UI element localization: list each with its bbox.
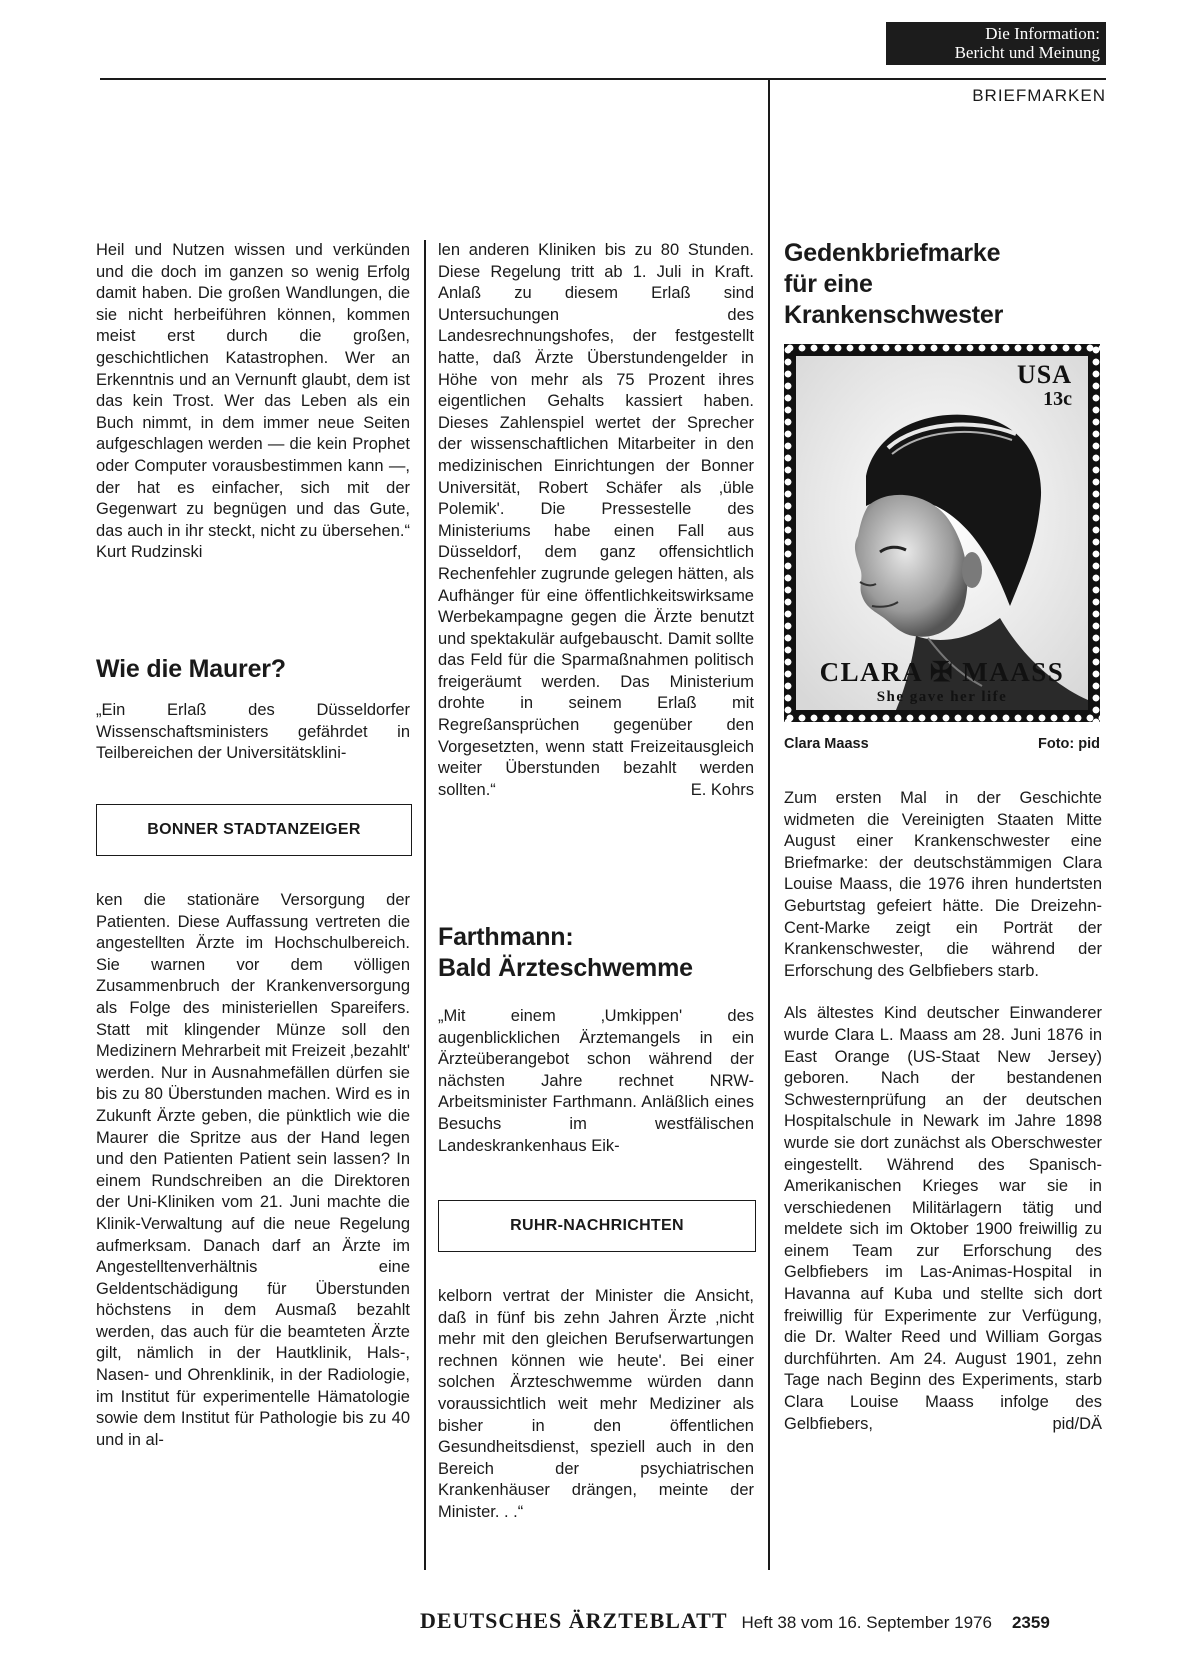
page-number: 2359	[1011, 1613, 1050, 1632]
column-divider-2	[768, 80, 770, 1570]
intro-paragraph: „Ein Erlaß des Düsseldorfer Wissenschaftsministers gefährdet in Teilbereichen der Universitätsklini-	[96, 701, 410, 763]
stamp-image	[784, 344, 1100, 722]
headline-line-3: Krankenschwester	[784, 301, 1004, 329]
issue-info: Heft 38 vom 16. September 1976	[741, 1613, 992, 1632]
article-body	[438, 1286, 754, 1524]
stamp-motto: She gave her life	[876, 689, 1008, 705]
article-body	[96, 890, 410, 1451]
magazine-name: DEUTSCHES ÄRZTEBLATT	[420, 1608, 728, 1633]
article-intro	[96, 700, 410, 765]
stamp-face	[796, 356, 1088, 710]
author-signature: E. Kohrs	[690, 780, 754, 799]
section-tag	[886, 22, 1106, 65]
headline-line-1: Farthmann:	[438, 923, 574, 951]
section-tag-line1: Die Information:	[985, 24, 1100, 43]
stamp-perforation-left	[784, 344, 792, 722]
column-1-continued-text	[96, 240, 410, 564]
source-box-ruhr-nachrichten: RUHR-NACHRICHTEN	[438, 1200, 756, 1252]
column-2-continued-text	[438, 240, 754, 801]
continued-paragraph: Heil und Nutzen wissen und verkünden und die doch im ganzen so wenig Erfolg damit haben. Die großen Wandlungen, die sie nicht herbeiführen können, kommen meist erst durch die großen, geschichtlichen Katastrophen. Wer an Erkenntnis und an Vernunft glaubt, dem ist das kein Trost. Wer das Leben als ein Buch nimmt, in dem immer neue Seiten aufgeschlagen werden — die kein Prophet oder Computer vorausbestimmen kann —, der hat es einfacher, sich mit der Gegenwart zu begnügen und das Gute, das auch in ihr steckt, nicht zu übersehen.“ Kurt Rudzinski	[96, 241, 410, 562]
article-intro	[438, 1006, 754, 1157]
stamp-perforation-right	[1092, 344, 1100, 722]
stamp-value: 13c	[1043, 388, 1072, 410]
header-rule	[100, 78, 1106, 80]
source-box-bonner-stadtanzeiger: BONNER STADTANZEIGER	[96, 804, 412, 856]
stamp-article	[784, 788, 1102, 1435]
headline-gedenkbriefmarke	[784, 238, 1104, 331]
section-tag-line2: Bericht und Meinung	[954, 43, 1100, 62]
headline-line-1: Gedenkbriefmarke	[784, 239, 1001, 267]
stamp-denomination	[1017, 362, 1072, 410]
paragraph-2	[784, 1003, 1102, 1435]
body-paragraph: kelborn vertrat der Minister die Ansicht, daß in fünf bis zehn Jahren Ärzte ‚nicht mehr mit den gleichen Berufserwartungen rechnen können wie heute'. Bei einer solchen Ärzteschwemme würden dann voraussichtlich weit mehr Mediziner als bisher in den öffentlichen Gesundheitsdienst, speziell auch in den Bereich der psychiatrischen Krankenhäuser drängen, meinte der Minister. . .“	[438, 1287, 754, 1521]
body-paragraph: ken die stationäre Versorgung der Patienten. Diese Auffassung vertreten die angestellten Ärzte im Hochschulbereich. Sie warnen vor dem völligen Zusammenbruch der Krankenversorgung als Folge des ministeriellen Spareifers. Statt mit klingender Münze soll den Medizinern Mehrarbeit mit Freizeit ‚bezahlt' werden. Nur in Ausnahmefällen dürfen sie bis zu 80 Überstunden machen. Wird es in Zukunft Ärzte geben, die pünktlich wie die Maurer die Spritze aus der Hand legen und den Patienten Patient sein lassen? In einem Rundschreiben an die Direktoren der Uni-Kliniken vom 21. Juni machte die Klinik-Verwaltung auf die neue Regelung aufmerksam. Danach darf an Ärzte im Angestelltenverhältnis eine Geldentschädigung für Überstunden höchstens in dem Ausmaß bezahlt werden, das auch für die beamteten Ärzte gilt, nämlich in der Hautklinik, Hals-, Nasen- und Ohrenklinik, in der Radiologie, im Institut für experimentelle Hämatologie sowie dem Institut für Pathologie bis zu 40 und in al-	[96, 891, 411, 1449]
stamp-perforation-bottom	[784, 714, 1100, 722]
stamp-country: USA	[1016, 360, 1072, 389]
signature: pid/DÄ	[1052, 1414, 1102, 1433]
intro-paragraph: „Mit einem ‚Umkippen' des augenblicklichen Ärztemangels in ein Ärzteüberangebot schon während der nächsten Jahre rechnet NRW-Arbeitsminister Farthmann. Anläßlich eines Besuchs im westfälischen Landeskrankenhaus Eik-	[438, 1007, 754, 1155]
headline-line-2: Bald Ärzteschwemme	[438, 954, 693, 982]
paragraph-2-text: Als ältestes Kind deutscher Einwanderer wurde Clara L. Maass am 28. Juni 1876 in East Orange (US-Staat New Jersey) geboren. Nach der bestandenen Schwesternprüfung an der deutschen Hospitalschule in Newark im Jahre 1898 wurde sie dort zunächst als Oberschwester eingestellt. Während des Spanisch-Amerikanischen Krieges war sie in verschiedenen Militärlagern tätig und meldete sich im Oktober 1900 freiwillig zu einem Team zur Erforschung des Gelbfiebers im Las-Animas-Hospital in Havanna auf Kuba und stellte sich dort freiwillig für Experimente zur Verfügung, die Dr. Walter Reed und William Gorgas durchführten. Am 24. August 1901, zehn Tage nach Beginn des Experiments, starb Clara Louise Maass infolge des Gelbfiebers,	[784, 1004, 1102, 1433]
stamp-name: CLARA ✠ MAASS	[819, 657, 1065, 687]
stamp-perforation-top	[784, 344, 1100, 352]
footer	[420, 1608, 1106, 1634]
photo-caption-name: Clara Maass	[784, 736, 869, 752]
headline-farthmann	[438, 922, 758, 984]
headline-line-2: für eine	[784, 270, 873, 298]
continued-paragraph	[438, 240, 754, 801]
headline-wie-die-maurer: Wie die Maurer?	[96, 655, 286, 683]
section-label: BRIEFMARKEN	[972, 86, 1106, 105]
column-divider-1	[424, 240, 426, 1570]
paragraph-1: Zum ersten Mal in der Geschichte widmeten die Vereinigten Staaten Mitte August einer Krankenschwester eine Briefmarke: der deutschstämmigen Clara Louise Maass, die 1976 ihren hundertsten Geburtstag gefeiert hätte. Die Dreizehn-Cent-Marke zeigt ein Porträt der Krankenschwester, die während der Erforschung des Gelbfiebers starb.	[784, 789, 1102, 980]
photo-credit: Foto: pid	[1037, 736, 1100, 752]
continued-text: len anderen Kliniken bis zu 80 Stunden. Diese Regelung tritt ab 1. Juli in Kraft. Anlaß zu diesem Erlaß sind Untersuchungen des Landesrechnungshofes, der festgestellt hatte, daß Ärzte Überstundengelder in Höhe von mehr als 75 Prozent ihres eigentlichen Gehalts kassiert haben. Dieses Zahlenspiel wertet der Sprecher der wissenschaftlichen Mitarbeiter in den medizinischen Einrichtungen der Bonner Universität, Robert Schäfer als ‚üble Polemik'. Die Pressestelle des Ministeriums habe einen Fall aus Düsseldorf, dem ganz offensichtlich Rechenfehler zugrunde gelegen hätten, als Aufhänger für eine öffentlichkeitswirksame Werbekampagne gegen die Ärzte benutzt und spektakulär aufgebauscht. Damit sollte das Feld für die Sparmaßnahmen politisch freigeräumt werden. Das Ministerium drohte in seinem Erlaß mit Regreßansprüchen gegenüber den Vorgesetzten, wenn statt Freizeitausgleich weiter Überstunden bezahlt werden sollten.“	[438, 241, 754, 799]
